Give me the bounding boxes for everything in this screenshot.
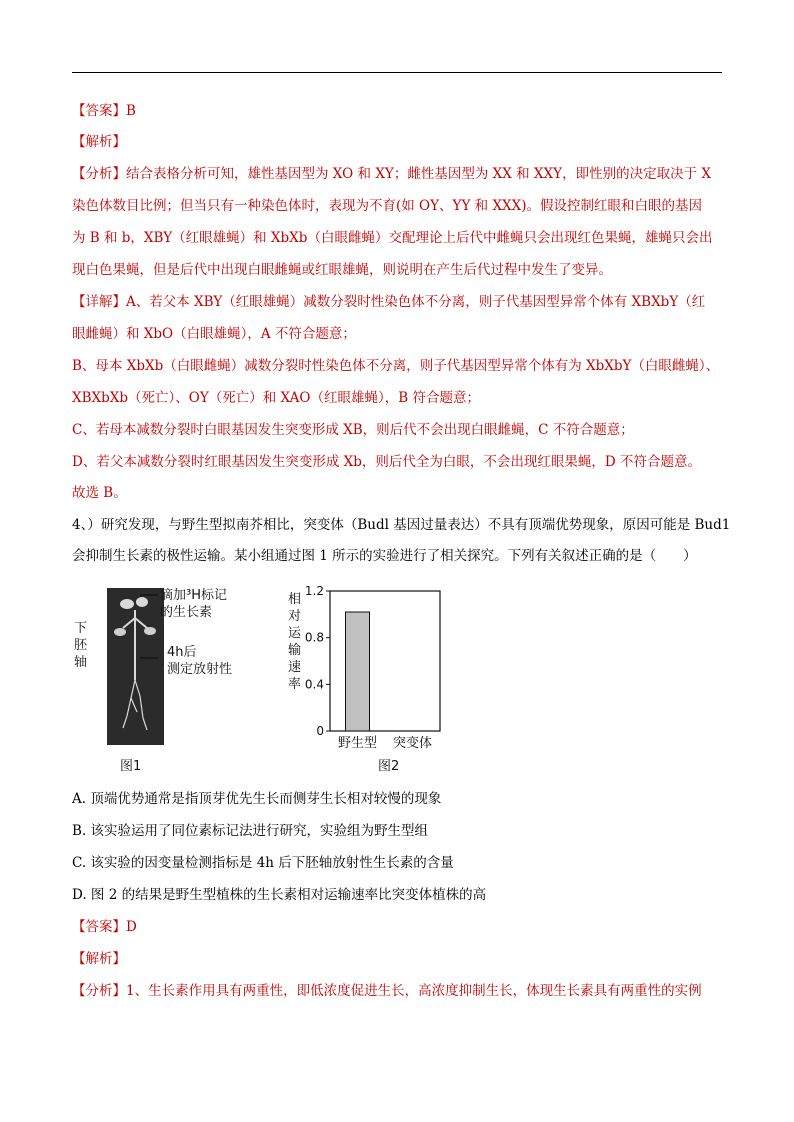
text-segment: C. 该实验的因变量检测指标是 4h 后下胚轴放射性生长素的含量 [72, 855, 454, 871]
text-segment: D. 图 2 的结果是野生型植株的生长素相对运输速率比突变体植株的高 [72, 887, 487, 903]
text-segment: 【答案】B [72, 103, 136, 119]
figure-1-caption: 图1 [120, 759, 142, 774]
y-tick-label: 0.4 [304, 677, 324, 692]
bar [346, 612, 370, 731]
y-tick-label: 0 [316, 724, 324, 738]
text-segment: 4、）研究发现，与野生型拟南芥相比，突变体（Budl 基因过量表达）不具有顶端优势现象，原因可能是 Bud1 [72, 517, 731, 533]
text-line [72, 260, 732, 280]
text-segment: 【解析】 [72, 951, 126, 967]
text-segment: A. 顶端优势通常是指顶芽优先生长而侧芽生长相对较慢的现象 [72, 791, 442, 807]
text-line [72, 452, 732, 472]
text-line [72, 388, 732, 408]
x-tick-label: 野生型 [337, 736, 378, 751]
text-segment: 【分析】结合表格分析可知，雄性基因型为 XO 和 XY；雌性基因型为 XX 和 XXY，即性别的决定取决于 X [72, 166, 711, 182]
text-line [72, 196, 732, 216]
text-segment: 【解析】 [72, 134, 126, 150]
label-measure-radioactivity: 4h后 测定放射性 [167, 645, 233, 677]
x-tick-label: 突变体 [392, 736, 433, 751]
text-line [72, 546, 732, 566]
y-tick-label: 0.8 [304, 630, 324, 645]
text-segment: 眼雌蝇）和 XbO（白眼雄蝇），A 不符合题意； [72, 326, 356, 342]
bar-chart [280, 583, 450, 753]
text-segment: 故选 B。 [72, 485, 127, 501]
text-line [72, 885, 732, 905]
y-tick-label: 1.2 [304, 584, 324, 598]
label-drip-h3: 滴加³H标记 的生长素 [160, 588, 227, 620]
text-line [72, 483, 732, 503]
text-segment: C、若母本减数分裂时白眼基因发生突变形成 XB，则后代不会出现白眼雌蝇，C 不符合题意； [72, 422, 634, 438]
text-segment: 【详解】A、若父本 XBY（红眼雄蝇）减数分裂时性染色体不分离，则子代基因型异常个体有 XBXbY（红 [72, 294, 706, 310]
text-line [72, 949, 732, 969]
text-line [72, 821, 732, 841]
figure-2-caption: 图2 [378, 759, 400, 774]
text-line [72, 981, 732, 1001]
text-segment: B、母本 XbXb（白眼雌蝇）减数分裂时性染色体不分离，则子代基因型异常个体有为 XbXbY（白眼雌蝇）、 [72, 358, 720, 374]
text-segment: D、若父本减数分裂时红眼基因发生突变形成 Xb，则后代全为白眼，不会出现红眼果蝇，D 不符合题意。 [72, 454, 701, 470]
text-segment: 染色体数目比例；但当只有一种染色体时，表现为不育(如 OY、YY 和 XXX)。假设控制红眼和白眼的基因 [72, 198, 703, 214]
text-line [72, 853, 732, 873]
text-segment: 【答案】D [72, 919, 137, 935]
text-line [72, 228, 732, 248]
text-line [72, 789, 732, 809]
text-segment: 现白色果蝇，但是后代中出现白眼雌蝇或红眼雄蝇，则说明在产生后代过程中发生了变异。 [72, 262, 612, 278]
text-line [72, 132, 732, 152]
text-line [72, 515, 732, 535]
text-line [72, 356, 732, 376]
figure-1 [72, 583, 262, 778]
header-rule [72, 72, 722, 73]
label-hypocotyl: 下 胚 轴 [74, 621, 88, 670]
text-line [72, 164, 732, 184]
text-line [72, 420, 732, 440]
text-segment: 为 B 和 b，XBY（红眼雄蝇）和 XbXb（白眼雌蝇）交配理论上后代中雌蝇只会出现红色果蝇，雄蝇只会出 [72, 230, 713, 246]
text-line [72, 292, 732, 312]
text-line [72, 917, 732, 937]
text-line [72, 101, 732, 121]
text-segment: B. 该实验运用了同位素标记法进行研究，实验组为野生型组 [72, 823, 429, 839]
text-segment: 会抑制生长素的极性运输。某小组通过图 1 所示的实验进行了相关探究。下列有关叙述正确的是（ ） [72, 548, 697, 564]
y-axis-label: 相 对 运 输 速 率 [288, 592, 302, 692]
figure-2 [280, 583, 450, 778]
text-segment: 【分析】1、生长素作用具有两重性，即低浓度促进生长，高浓度抑制生长，体现生长素具有两重性的实例 [72, 983, 702, 999]
text-segment: XBXbXb（死亡）、OY（死亡）和 XAO（红眼雄蝇），B 符合题意； [72, 390, 480, 406]
text-line [72, 324, 732, 344]
